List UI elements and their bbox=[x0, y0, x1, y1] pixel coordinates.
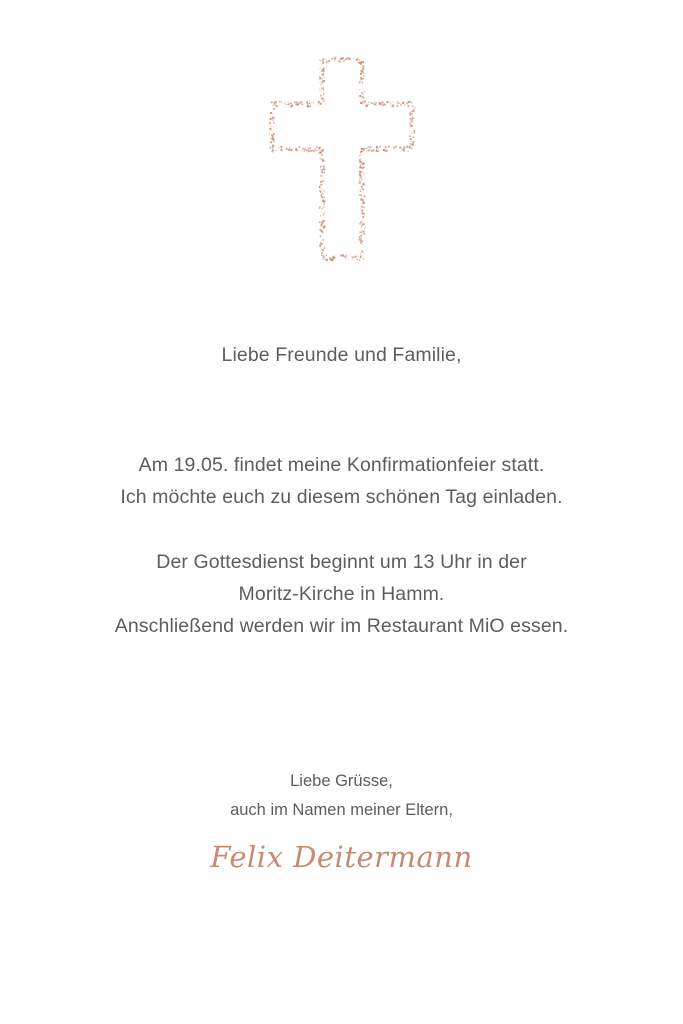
body-line: Anschließend werden wir im Restaurant MiO essen. bbox=[114, 615, 569, 637]
invitation-paragraph bbox=[0, 449, 683, 513]
service-paragraph bbox=[0, 546, 683, 642]
cross-icon bbox=[262, 54, 422, 266]
closing-line: Liebe Grüsse, bbox=[290, 772, 393, 790]
closing-text bbox=[0, 767, 683, 825]
greeting-line: Liebe Freunde und Familie, bbox=[221, 344, 462, 366]
body-line: Am 19.05. findet meine Konfirmationfeier statt. bbox=[138, 454, 545, 476]
signature: Felix Deitermann bbox=[210, 840, 473, 874]
body-line: Der Gottesdienst beginnt um 13 Uhr in der bbox=[156, 551, 527, 573]
greeting-text bbox=[0, 339, 683, 371]
body-line: Moritz-Kirche in Hamm. bbox=[238, 583, 445, 605]
body-line: Ich möchte euch zu diesem schönen Tag einladen. bbox=[120, 486, 563, 508]
closing-line: auch im Namen meiner Eltern, bbox=[230, 801, 453, 819]
